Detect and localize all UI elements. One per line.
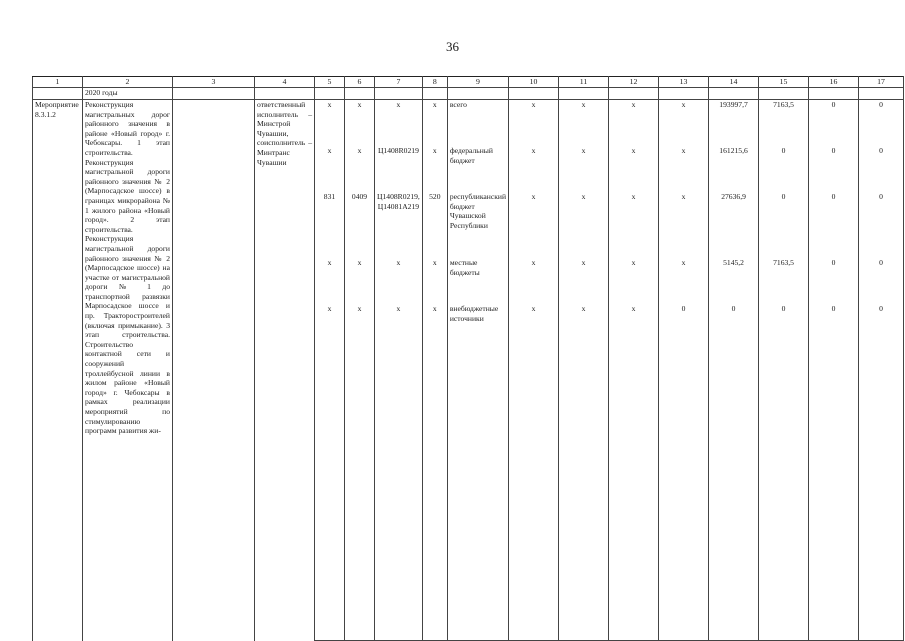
table-cell: x [659,100,709,147]
table-cell: x [422,258,447,304]
page-number: 36 [446,39,459,54]
column-header: 17 [859,77,904,88]
column-header: 4 [255,77,315,88]
column-header: 3 [173,77,255,88]
table-cell: 0 [859,258,904,304]
table-cell: x [422,100,447,147]
table-cell: x [559,146,609,192]
table-cell: x [559,192,609,258]
table-cell: x [509,146,559,192]
table-cell: Ц1408R0219 [375,146,423,192]
table-cell: x [659,192,709,258]
table-cell: 0 [859,304,904,641]
table-cell: 0 [859,100,904,147]
table-cell: x [345,146,375,192]
table-cell: x [375,100,423,147]
table-cell: x [509,304,559,641]
column-header: 15 [759,77,809,88]
funding-source: внебюджетные источники [447,304,508,641]
table-cell: 7163,5 [759,100,809,147]
table-cell: 0 [759,146,809,192]
funding-source: федеральный бюджет [447,146,508,192]
column-header: 5 [315,77,345,88]
column-header: 1 [33,77,83,88]
funding-source: республиканский бюджет Чувашской Республики [447,192,508,258]
table-cell: x [315,146,345,192]
year-note-row [33,88,904,100]
table-cell: x [609,304,659,641]
column-header: 14 [709,77,759,88]
table-cell: x [345,258,375,304]
table-cell: x [509,192,559,258]
column-header: 11 [559,77,609,88]
table-cell: x [509,258,559,304]
table-cell: x [345,100,375,147]
column-header: 7 [375,77,423,88]
table-cell: 0 [759,304,809,641]
table-cell: x [609,146,659,192]
table-cell: 0 [809,304,859,641]
column-header: 12 [609,77,659,88]
table-cell: x [315,100,345,147]
table-cell: 0 [859,192,904,258]
table-cell: Ц1408R0219, Ц14081А219 [375,192,423,258]
table-cell: x [559,258,609,304]
table-cell: 193997,7 [709,100,759,147]
measure-description: Реконструкция магистральных дорог районного значения в районе «Новый город» г. Чебоксары. 1 этап строительства. Реконструкция магистральной дороги районного значения № 2 (Марпосадское шоссе) в границах микрорайона № 1 жилого района «Новый город». 2 этап строительства. Реконструкция магистральной дороги районного значения № 2 (Марпосадское шоссе) на участке от магистральной дороги № 1 до транспортной развязки Марпосадское шоссе и пр. Тракторостроителей (включая примыкание). 3 этап строительства. Строительство контактной сети и сооружений троллейбусной линии в жилом районе «Новый город» г. Чебоксары в рамках реализации мероприятий по стимулированию программ развития жи- [83,100,173,641]
table-cell: 0 [809,258,859,304]
table-cell: x [345,304,375,641]
measure-col3 [173,100,255,641]
table-cell: x [509,100,559,147]
column-header: 10 [509,77,559,88]
table-cell: 0 [859,146,904,192]
table-cell: x [659,258,709,304]
table-cell: 161215,6 [709,146,759,192]
table-cell: x [559,100,609,147]
table-cell: 0 [659,304,709,641]
table-cell: 831 [315,192,345,258]
table-cell: 0409 [345,192,375,258]
column-header: 6 [345,77,375,88]
column-header: 16 [809,77,859,88]
table-cell: x [315,304,345,641]
table-cell: 0 [709,304,759,641]
column-header: 9 [447,77,508,88]
table-cell: 0 [809,100,859,147]
table-cell: 5145,2 [709,258,759,304]
table-cell: 0 [759,192,809,258]
table-cell: x [375,304,423,641]
table-cell: x [315,258,345,304]
funding-source: местные бюджеты [447,258,508,304]
table-cell: 520 [422,192,447,258]
table-cell: x [422,146,447,192]
table-cell: x [609,100,659,147]
table-cell: x [609,258,659,304]
table-cell: x [375,258,423,304]
column-header: 8 [422,77,447,88]
measure-code: Мероприятие 8.3.1.2 [33,100,83,641]
year-note: 2020 годы [83,88,173,100]
table-cell: x [559,304,609,641]
table-cell: 27636,9 [709,192,759,258]
table-cell: 0 [809,192,859,258]
table-cell: x [422,304,447,641]
table-cell: x [659,146,709,192]
column-header: 2 [83,77,173,88]
budget-table [32,76,904,641]
table-row [33,100,904,147]
column-header: 13 [659,77,709,88]
table-cell: 0 [809,146,859,192]
responsible-executor: ответственный исполнитель – Минстрой Чувашии, соисполнитель – Минтранс Чувашии [255,100,315,641]
column-number-header-row [33,77,904,88]
table-cell: 7163,5 [759,258,809,304]
table-cell: x [609,192,659,258]
funding-source: всего [447,100,508,147]
